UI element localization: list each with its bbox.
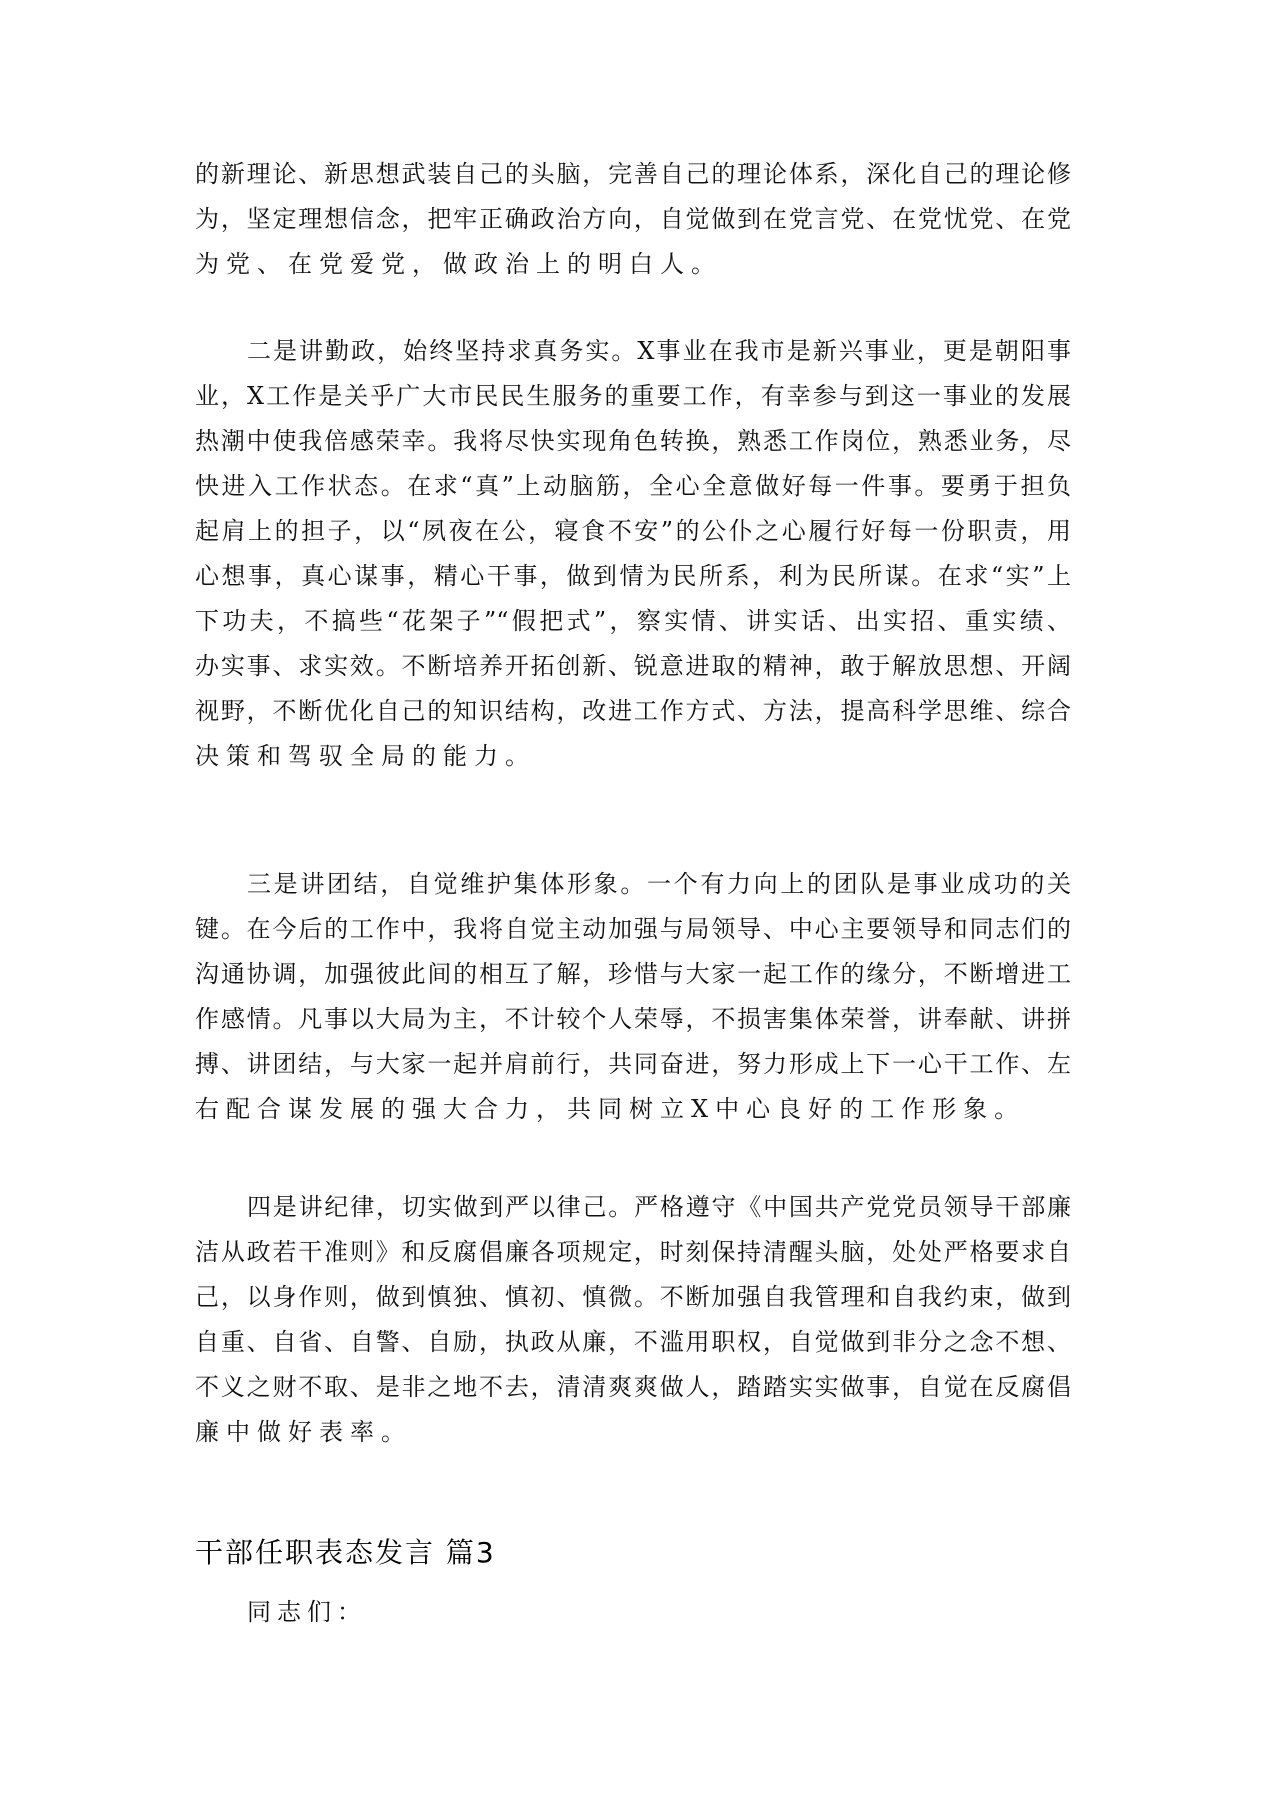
text-line: 业，X工作是关乎广大市民民生服务的重要工作，有幸参与到这一事业的发展 [195,382,1071,410]
text-line: 廉中做好表率。 [195,1418,412,1446]
text-line: 洁从政若干准则》和反腐倡廉各项规定，时刻保持清醒头脑，处处严格要求自 [195,1238,1071,1266]
text-line: 三是讲团结，自觉维护集体形象。一个有力向上的团队是事业成功的关 [247,870,1071,898]
text-line: 的新理论、新思想武装自己的头脑，完善自己的理论体系，深化自己的理论修 [195,160,1071,188]
text-line: 右配合谋发展的强大合力，共同树立X中心良好的工作形象。 [195,1095,1026,1123]
text-line: 键。在今后的工作中，我将自觉主动加强与局领导、中心主要领导和同志们的 [195,915,1071,943]
text-line: 快进入工作状态。在求“真”上动脑筋，全心全意做好每一件事。要勇于担负 [195,472,1071,500]
text-line: 自重、自省、自警、自励，执政从廉，不滥用职权，自觉做到非分之念不想、 [195,1328,1071,1356]
text-line: 为党、在党爱党，做政治上的明白人。 [195,250,722,278]
paragraph-diligence [195,329,1075,779]
paragraph-unity [195,862,1075,1132]
text-line: 为，坚定理想信念，把牢正确政治方向，自觉做到在党言党、在党忧党、在党 [195,205,1071,233]
text-line: 热潮中使我倍感荣幸。我将尽快实现角色转换，熟悉工作岗位，熟悉业务，尽 [195,427,1071,455]
text-line: 办实事、求实效。不断培养开拓创新、锐意进取的精神，敢于解放思想、开阔 [195,652,1071,680]
section-heading: 干部任职表态发言 篇3 [195,1536,496,1569]
text-line: 决策和驾驭全局的能力。 [195,742,536,770]
paragraph-continuation [195,152,1075,287]
text-line: 四是讲纪律，切实做到严以律己。严格遵守《中国共产党党员领导干部廉 [247,1193,1071,1221]
text-line: 作感情。凡事以大局为主，不计较个人荣辱，不损害集体荣誉，讲奉献、讲拼 [195,1005,1071,1033]
paragraph-discipline [195,1185,1075,1455]
text-line: 不义之财不取、是非之地不去，清清爽爽做人，踏踏实实做事，自觉在反腐倡 [195,1373,1071,1401]
text-line: 起肩上的担子，以“夙夜在公，寝食不安”的公仆之心履行好每一份职责，用 [195,517,1071,545]
salutation: 同志们： [247,1598,367,1626]
text-line: 己，以身作则，做到慎独、慎初、慎微。不断加强自我管理和自我约束，做到 [195,1283,1071,1311]
text-line: 视野，不断优化自己的知识结构，改进工作方式、方法，提高科学思维、综合 [195,697,1071,725]
text-line: 沟通协调，加强彼此间的相互了解，珍惜与大家一起工作的缘分，不断增进工 [195,960,1071,988]
text-line: 心想事，真心谋事，精心干事，做到情为民所系，利为民所谋。在求“实”上 [195,562,1071,590]
text-line: 二是讲勤政，始终坚持求真务实。X事业在我市是新兴事业，更是朝阳事 [247,337,1071,365]
text-line: 下功夫，不搞些“花架子”“假把式”，察实情、讲实话、出实招、重实绩、 [195,607,1071,635]
text-line: 搏、讲团结，与大家一起并肩前行，共同奋进，努力形成上下一心干工作、左 [195,1050,1071,1078]
